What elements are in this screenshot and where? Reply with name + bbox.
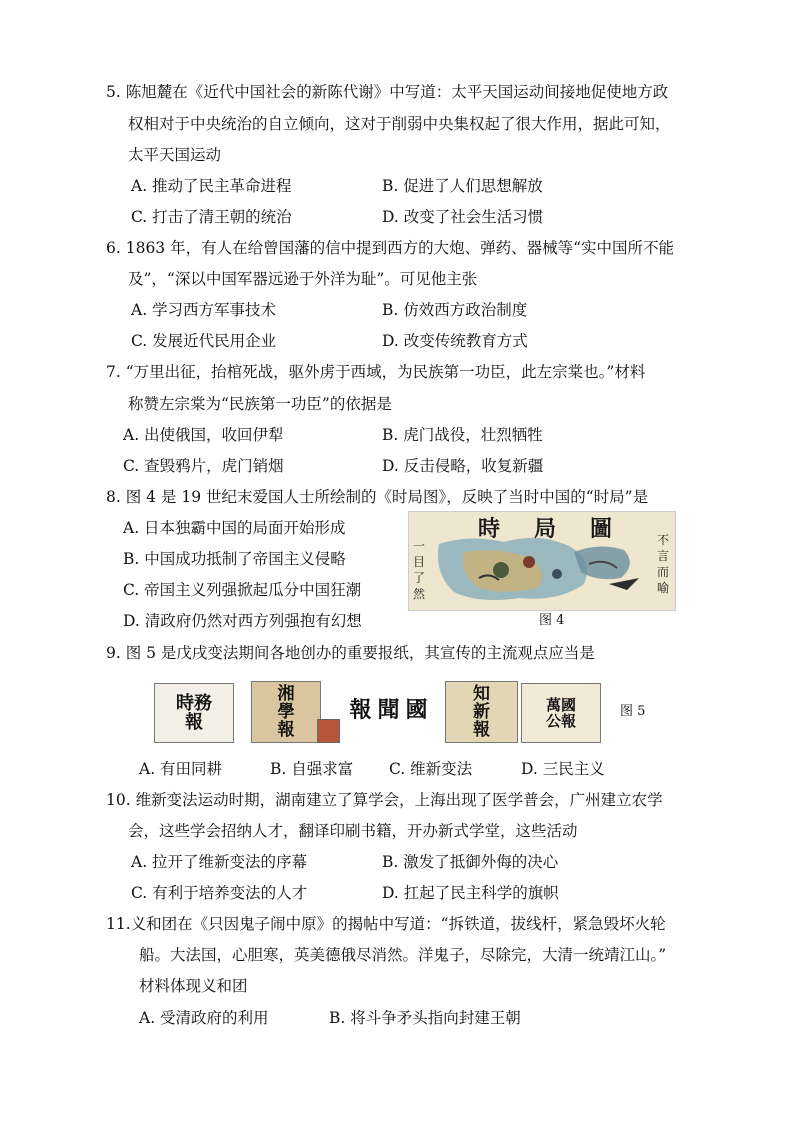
q10-stem-line1: 10. 维新变法运动时期，湖南建立了算学会，上海出现了医学普会，广州建立农学 [106,791,663,809]
newspaper-zhixinbao: 知新報 [445,681,518,743]
q9-option-a: A. 有田同耕 [139,760,223,778]
q8-stem-line1: 8. 图 4 是 19 世纪末爱国人士所绘制的《时局图》，反映了当时中国的“时局”是 [106,488,649,506]
newspaper-shiwubao: 時務報 [154,683,234,743]
q9-stem-line1: 9. 图 5 是戊戌变法期间各地创办的重要报纸，其宣传的主流观点应当是 [106,644,595,662]
q11-stem-line3: 材料体现义和团 [139,977,248,995]
figure-4-label: 图 4 [539,613,565,628]
q6-stem-line2: 及”，“深以中国军器远逊于外洋为耻”。可见他主张 [128,270,478,288]
q7-option-b: B. 虎门战役，壮烈牺牲 [382,426,543,444]
q10-option-d: D. 扛起了民主科学的旗帜 [382,884,559,902]
figure-4-left-caption: 一目了然 [413,539,426,601]
q10-option-b: B. 激发了抵御外侮的决心 [382,853,559,871]
q6-option-c: C. 发展近代民用企业 [131,332,277,350]
q5-option-a: A. 推动了民主革命进程 [131,177,292,195]
q7-option-d: D. 反击侵略，收复新疆 [382,457,544,475]
q10-stem-line2: 会，这些学会招纳人才，翻译印刷书籍，开办新式学堂，这些活动 [128,822,578,840]
figure-5-label: 图 5 [620,704,646,719]
q5-option-c: C. 打击了清王朝的统治 [131,208,292,226]
figure-4-right-caption: 不言而喻 [657,533,670,595]
q7-option-c: C. 查毁鸦片，虎门销烟 [123,457,284,475]
figure-4-title: 時局圖 [477,516,646,542]
q5-option-d: D. 改变了社会生活习惯 [382,208,544,226]
q8-option-d: D. 清政府仍然对西方列强抱有幻想 [123,612,362,630]
q11-stem-line1: 11.义和团在《只因鬼子闹中原》的揭帖中写道：“拆铁道，拔线杆，紧急毁坏火轮 [106,915,666,933]
q9-option-c: C. 维新变法 [389,760,473,778]
newspaper-guowenbao: 國聞報 [341,690,442,726]
q11-option-b: B. 将斗争矛头指向封建王朝 [329,1009,521,1027]
q9-option-d: D. 三民主义 [521,760,605,778]
q6-stem-line1: 6. 1863 年，有人在给曾国藩的信中提到西方的大炮、弹药、器械等“实中国所不能 [106,239,675,257]
q6-option-a: A. 学习西方军事技术 [131,301,277,319]
q8-option-c: C. 帝国主义列强掀起瓜分中国狂潮 [123,581,362,599]
q6-option-d: D. 改变传统教育方式 [382,332,528,350]
q5-stem-line3: 太平天国运动 [128,146,222,164]
q11-option-a: A. 受清政府的利用 [139,1009,269,1027]
q5-stem-line2: 权相对于中央统治的自立倾向，这对于削弱中央集权起了很大作用，据此可知， [128,115,671,133]
figure-4-cartoon-map [408,511,676,611]
q7-stem-line1: 7. “万里出征，抬棺死战，驱外虏于西域，为民族第一功臣，此左宗棠也。”材料 [106,363,646,381]
q11-stem-line2: 船。大法国，心胆寒，英美德俄尽消然。洋鬼子，尽除完，大清一统靖江山。” [139,946,667,964]
q6-option-b: B. 仿效西方政治制度 [382,301,528,319]
seal-stamp-icon [317,719,340,743]
q7-option-a: A. 出使俄国，收回伊犁 [123,426,284,444]
q9-option-b: B. 自强求富 [270,760,354,778]
newspaper-wanguogongbao: 萬國公報 [521,683,601,743]
q7-stem-line2: 称赞左宗棠为“民族第一功臣”的依据是 [128,395,392,413]
q5-stem-line1: 5. 陈旭麓在《近代中国社会的新陈代谢》中写道：太平天国运动间接地促使地方政 [106,83,669,101]
newspaper-xiangxuebao: 湘學報 [251,681,321,743]
q5-option-b: B. 促进了人们思想解放 [382,177,543,195]
q8-option-b: B. 中国成功抵制了帝国主义侵略 [123,550,346,568]
q10-option-c: C. 有利于培养变法的人才 [131,884,308,902]
q8-option-a: A. 日本独霸中国的局面开始形成 [123,519,346,537]
q10-option-a: A. 拉开了维新变法的序幕 [131,853,308,871]
